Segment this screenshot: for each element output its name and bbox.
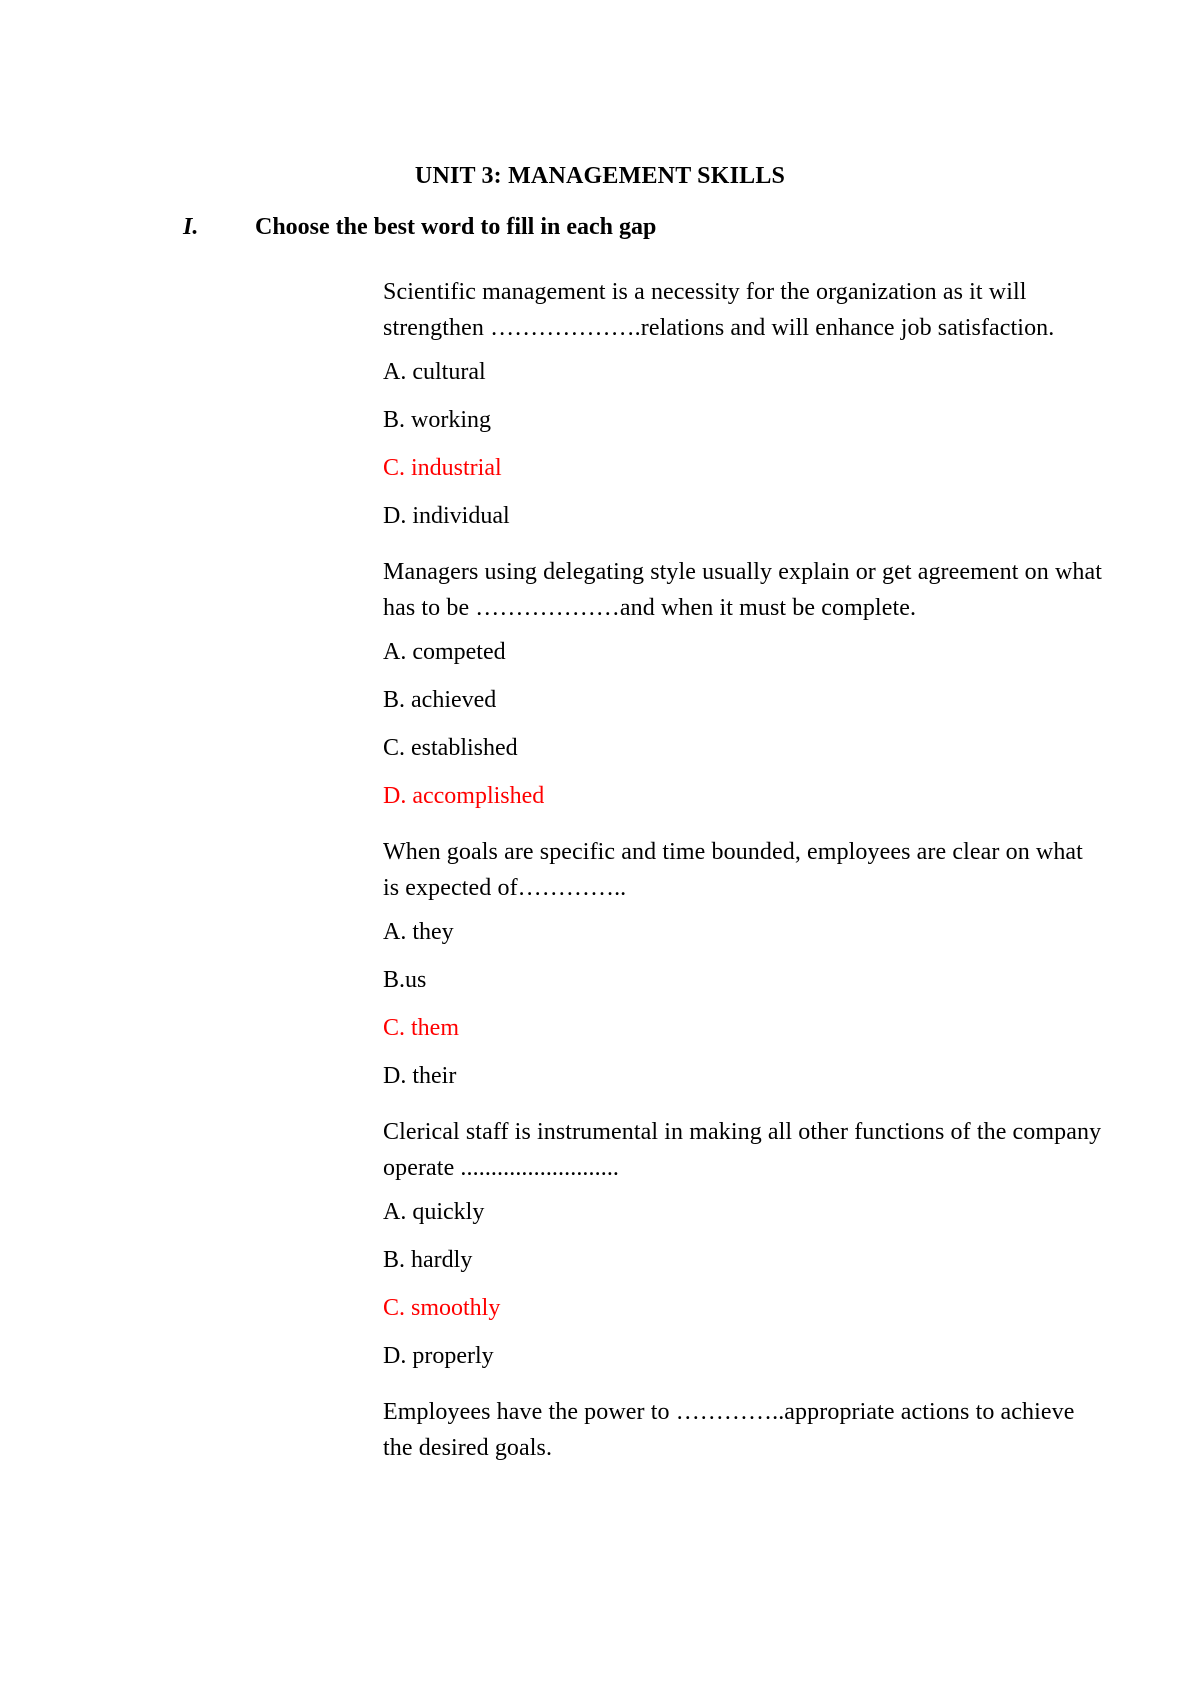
question-stem: Employees have the power to …………..appropriate actions to achieve the desired goals. [383,1399,1075,1461]
option-b: B. hardly [383,1247,473,1273]
section-numeral: I. [183,214,199,240]
option-a: A. they [383,919,454,945]
option-d: D. individual [383,503,510,529]
question-stem: Clerical staff is instrumental in making all other functions of the company operate .......................... [383,1119,1102,1181]
option-c-answer: C. smoothly [383,1295,501,1321]
question-stem: Managers using delegating style usually explain or get agreement on what has to be ………………and when it must be complete. [383,559,1102,621]
option-d: D. properly [383,1343,494,1369]
question-list [383,274,1103,1490]
option-b: B. achieved [383,687,497,713]
option-a: A. quickly [383,1199,485,1225]
question-4 [383,1114,1103,1370]
question-5 [383,1394,1103,1466]
question-3 [383,834,1103,1090]
section-heading: Choose the best word to fill in each gap [255,214,657,240]
option-a: A. competed [383,639,506,665]
option-a: A. cultural [383,359,486,385]
option-b: B.us [383,967,427,993]
option-c-answer: C. industrial [383,455,502,481]
option-d-answer: D. accomplished [383,783,545,809]
question-1 [383,274,1103,530]
option-c-answer: C. them [383,1015,459,1041]
question-stem: When goals are specific and time bounded, employees are clear on what is expected of………….. [383,839,1083,901]
option-c: C. established [383,735,518,761]
option-d: D. their [383,1063,457,1089]
page-title: UNIT 3: MANAGEMENT SKILLS [414,163,786,189]
question-2 [383,554,1103,810]
option-b: B. working [383,407,491,433]
question-stem: Scientific management is a necessity for the organization as it will strengthen ……………….relations and will enhance job satisfaction. [383,279,1055,341]
